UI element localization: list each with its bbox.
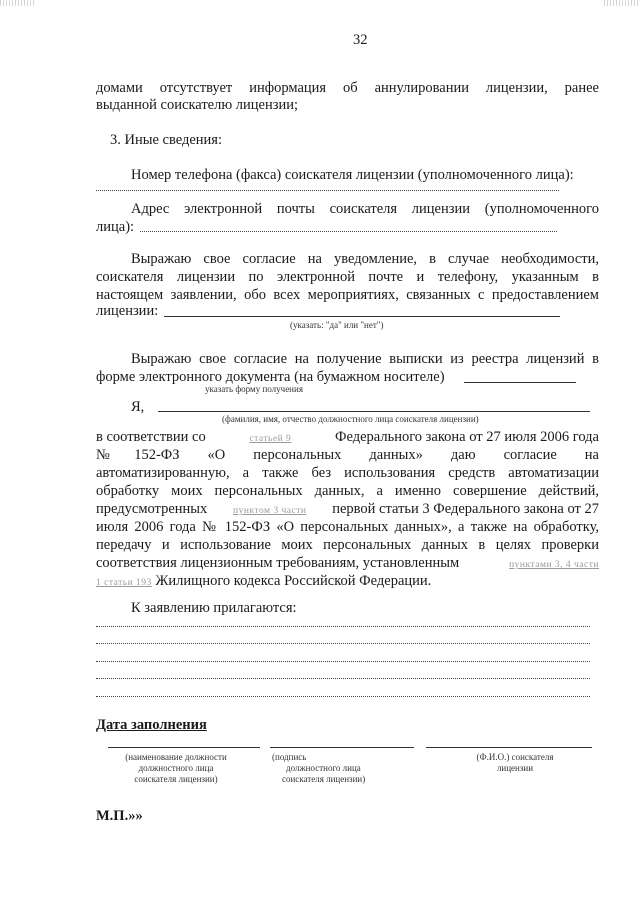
attachment-line[interactable] [96,661,590,662]
caption-line: лицензии [496,763,534,773]
section-heading: 3. Иные сведения: [110,132,223,148]
signature-caption [272,752,402,785]
attachment-line[interactable] [96,678,590,679]
personal-data-line-9 [96,572,431,592]
consent-extract-hint: указать форму получения [205,384,303,394]
personal-data-line-8 [96,554,599,574]
personal-data-line-4: обработку моих персональных данных, а именно совершение действий, [96,483,599,499]
consent-notify-field-line[interactable] [164,316,560,317]
law-link[interactable]: пунктом 3 части [233,506,307,516]
email-label-line-2: лица): [96,219,135,235]
paragraph-continuation-line-1: домами отсутствует информация об аннулировании лицензии, ранее [96,80,599,96]
law-link[interactable]: 1 статьи 193 [96,578,152,588]
personal-data-text: первой статьи 3 Федерального закона от 27 [332,501,599,517]
signature-field-line[interactable] [270,747,414,748]
page-number: 32 [353,32,368,48]
caption-line: соискателя лицензии) [282,774,366,784]
consent-notify-hint: (указать: "да" или "нет") [290,320,384,330]
caption-line: должностного лица [138,763,214,773]
personal-data-line-7: передачу и использование моих персональных данных в целях проверки [96,537,599,553]
caption-line: (подпись [272,752,307,762]
position-caption [96,752,256,785]
attachment-line[interactable] [96,643,590,644]
personal-data-line-6: июля 2006 года № 152-ФЗ «О персональных данных», а также на обработку, [96,519,599,535]
personal-data-line-5 [96,500,599,520]
official-name-field-line[interactable] [158,411,590,412]
caption-line: (Ф.И.О.) соискателя [476,752,554,762]
email-field-line[interactable] [140,231,557,232]
personal-data-line-3: автоматизированную, а также без использования средств автоматизации [96,465,599,481]
attachment-line[interactable] [96,626,590,627]
caption-line: соискателя лицензии) [134,774,218,784]
fio-caption [440,752,590,774]
paragraph-continuation-line-2: выданной соискателю лицензии; [96,97,299,113]
consent-extract-line-1: Выражаю свое согласие на получение выписки из реестра лицензий в [131,351,599,367]
phone-field-line[interactable] [96,190,559,191]
email-label-line-1: Адрес электронной почты соискателя лицензии (уполномоченного [131,201,599,217]
stamp-place: М.П.»» [96,808,143,824]
scan-edge-mark [604,0,640,6]
personal-data-text: Жилищного кодекса Российской Федерации. [155,573,432,589]
consent-notify-line-2: соискателя лицензии по электронной почте и телефону, указанным в [96,269,599,285]
personal-data-text: Федерального закона от 27 июля 2006 года [335,429,599,445]
fio-field-line[interactable] [426,747,592,748]
law-link[interactable]: статьей 9 [249,434,292,444]
scan-edge-mark [0,0,36,6]
consent-extract-field-line[interactable] [464,382,576,383]
personal-data-text: соответствия лицензионным требованиям, установленным [96,555,460,571]
phone-label: Номер телефона (факса) соискателя лицензии (уполномоченного лица): [131,167,574,183]
personal-data-ya: Я, [131,399,145,415]
official-name-hint: (фамилия, имя, отчество должностного лица соискателя лицензии) [222,414,479,424]
personal-data-line-2: №152-ФЗ «О персональных данных» даю согласие на [96,447,599,463]
law-link[interactable]: пунктами 3, 4 части [509,560,599,570]
caption-line: должностного лица [286,763,361,773]
personal-data-text: предусмотренных [96,501,208,517]
consent-notify-line-1: Выражаю свое согласие на уведомление, в случае необходимости, [131,251,599,267]
caption-line: (наименование должности [125,752,227,762]
date-label: Дата заполнения [96,717,207,733]
personal-data-line-1 [96,428,599,448]
personal-data-text: в соответствии со [96,429,206,445]
consent-notify-line-4: лицензии: [96,303,159,319]
consent-extract-line-2: форме электронного документа (на бумажном носителе) [96,369,445,385]
attachment-line[interactable] [96,696,590,697]
attachments-label: К заявлению прилагаются: [131,600,297,616]
position-field-line[interactable] [108,747,260,748]
consent-notify-line-3: настоящем заявлении, обо всех мероприятиях, связанных с предоставлением [96,287,599,303]
